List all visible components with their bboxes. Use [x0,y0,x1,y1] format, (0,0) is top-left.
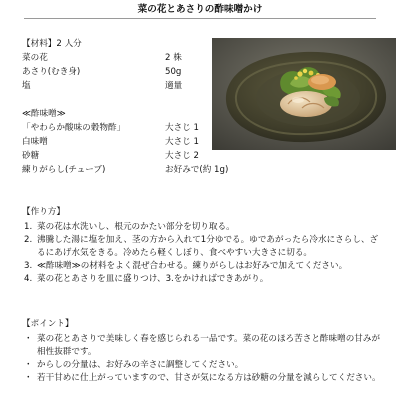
point-bullet: ・ [24,334,33,344]
ingredient-amount: 大さじ 2 [165,151,199,161]
ingredient-amount: 2 株 [165,53,182,63]
point-item [22,359,386,372]
point-bullet: ・ [24,360,33,370]
ingredient-name: 白味噌 [22,137,48,147]
ingredients-section [22,38,208,94]
ingredient-row [22,150,272,164]
ingredient-amount: 50g [165,67,182,77]
food-photo [212,38,396,150]
point-bullet: ・ [24,373,33,383]
point-text: 若干甘めに仕上がっていますので、甘さが気になる方は砂糖の分量を減らしてください。 [37,373,381,383]
steps-list [22,221,386,286]
step-item [22,221,386,234]
point-item [22,372,386,385]
ingredient-name: 練りがらし(チューブ) [22,165,106,175]
ingredient-row [22,164,272,178]
step-item [22,234,386,260]
point-item [22,333,386,359]
step-item [22,273,386,286]
ingredients-heading: 【材料】2 人分 [22,39,82,49]
ingredient-name: 菜の花 [22,53,48,63]
ingredient-row [22,52,208,66]
step-number: 3. [24,261,33,271]
ingredients-list [22,52,208,94]
points-heading: 【ポイント】 [22,319,74,329]
ingredient-row [22,66,208,80]
ingredient-amount: 大さじ 1 [165,137,199,147]
step-text: 菜の花は水洗いし、根元のかたい部分を切り取る。 [37,222,235,232]
steps-section [22,206,386,286]
points-section [22,318,386,385]
step-text: 沸騰した湯に塩を加え、茎の方から入れて1分ゆでる。ゆであがったら冷水にさらし、ざるにあげ水気をきる。冷めたら軽くしぼり、食べやすい大きさに切る。 [37,235,379,258]
step-text: ≪酢味噌≫の材料をよく混ぜ合わせる。練りがらしはお好みで加えてください。 [37,261,348,271]
sumiso-heading: ≪酢味噌≫ [22,109,66,119]
ingredient-amount: 大さじ 1 [165,123,199,133]
step-item [22,260,386,273]
step-number: 2. [24,235,33,245]
ingredient-name: あさり(むき身) [22,67,81,77]
step-text: 菜の花とあさりを皿に盛りつけ、3.をかければできあがり。 [37,274,269,284]
ingredient-row [22,80,208,94]
steps-heading: 【作り方】 [22,207,65,217]
point-text: 菜の花とあさりで美味しく春を感じられる一品です。菜の花のほろ苦さと酢味噌の甘みが相性抜群です。 [37,334,381,357]
title-divider [24,18,376,19]
ingredient-amount: 適量 [165,81,183,91]
step-number: 1. [24,222,33,232]
ingredient-name: 「やわらか酸味の穀物酢」 [22,123,126,133]
step-number: 4. [24,274,33,284]
point-text: からしの分量は、お好みの辛さに調整してください。 [37,360,244,370]
points-list [22,333,386,385]
ingredient-amount: お好みで(約 1g) [165,165,229,175]
recipe-title: 菜の花とあさりの酢味噌かけ [137,4,263,15]
ingredient-name: 塩 [22,81,31,91]
ingredient-name: 砂糖 [22,151,40,161]
